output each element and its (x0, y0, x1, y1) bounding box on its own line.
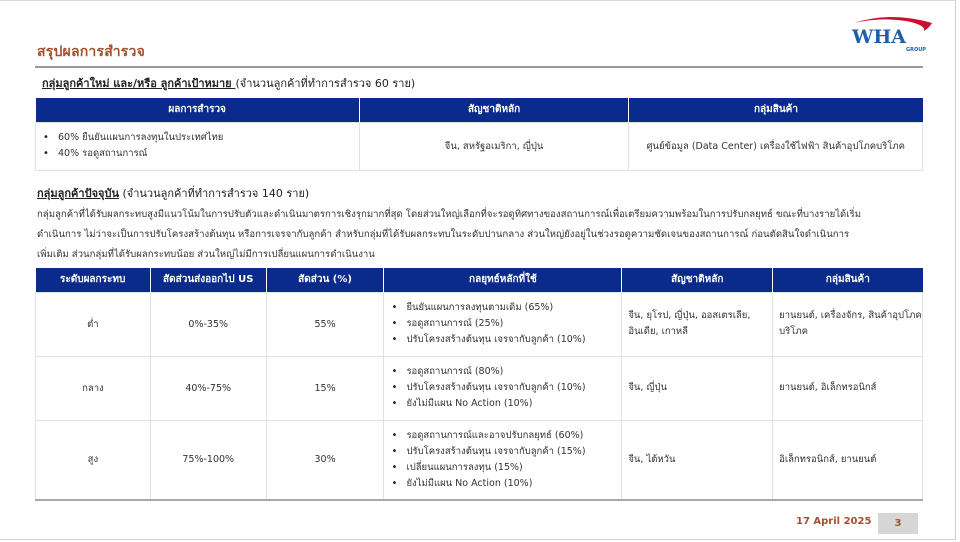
survey-results-cell (36, 122, 360, 170)
header-main-strategy: กลยุทธ์หลักที่ใช้ (384, 268, 622, 292)
table-row (36, 356, 923, 420)
impact-level-cell: ต่ำ (36, 292, 151, 356)
svg-text:GROUP: GROUP (906, 47, 926, 53)
list-item: • รอดูสถานการณ์และอาจปรับกลยุทธ์ (60%) (384, 428, 621, 444)
page-number: 3 (878, 513, 918, 534)
footer-date: 17 April 2025 (796, 516, 872, 527)
us-export-share-cell: 40%-75% (150, 356, 266, 420)
list-item: • ยืนยันแผนการลงทุนตามเดิม (65%) (384, 300, 621, 316)
share-cell: 15% (266, 356, 384, 420)
nationality-cell: จีน, ไต้หวัน (622, 420, 773, 500)
products-cell: ศูนย์ข้อมูล (Data Center) เครื่องใช้ไฟฟ้า สินค้าอุปโภคบริโภค (629, 122, 923, 170)
strategy-cell (384, 420, 622, 500)
survey-results-list (36, 130, 359, 162)
table-header-row (36, 98, 923, 122)
svg-text:WHA: WHA (852, 26, 907, 48)
nationality-cell: จีน, ยุโรป, ญี่ปุ่น, ออสเตรเลีย, อินเดีย, เกาหลี (622, 292, 773, 356)
wha-group-logo (846, 13, 936, 53)
summary-paragraph (37, 205, 927, 265)
share-cell: 55% (266, 292, 384, 356)
header-product-group: กลุ่มสินค้า (773, 268, 923, 292)
title-divider (35, 66, 923, 68)
list-item: • รอดูสถานการณ์ (25%) (384, 316, 621, 332)
list-item: • ยังไม่มีแผน No Action (10%) (384, 396, 621, 412)
table-header-row (36, 268, 923, 292)
slide-title: สรุปผลการสำรวจ (37, 44, 145, 60)
us-export-share-cell: 0%-35% (150, 292, 266, 356)
new-customers-heading-note: (จำนวนลูกค้าที่ทำการสำรวจ 60 ราย) (235, 77, 416, 90)
us-export-share-cell: 75%-100% (150, 420, 266, 500)
paragraph-line: เพิ่มเติม ส่วนกลุ่มที่ได้รับผลกระทบน้อย ส่วนใหญ่ไม่มีการเปลี่ยนแผนการดำเนินงาน (37, 249, 375, 260)
strategy-cell (384, 356, 622, 420)
list-item: • ปรับโครงสร้างต้นทุน เจรจากับลูกค้า (15%) (384, 444, 621, 460)
header-nationality: สัญชาติหลัก (359, 98, 629, 122)
header-us-export-share: สัดส่วนส่งออกไป US (150, 268, 266, 292)
current-customers-heading-note: (จำนวนลูกค้าที่ทำการสำรวจ 140 ราย) (118, 187, 310, 200)
table-row (36, 292, 923, 356)
list-item: • 60% ยืนยันแผนการลงทุนในประเทศไทย (36, 130, 359, 146)
header-product-group: กลุ่มสินค้า (629, 98, 923, 122)
products-cell: ยานยนต์, เครื่องจักร, สินค้าอุปโภคบริโภค (773, 292, 923, 356)
new-customers-heading-title: กลุ่มลูกค้าใหม่ และ/หรือ ลูกค้าเป้าหมาย (42, 77, 236, 90)
list-item: • เปลี่ยนแผนการลงทุน (15%) (384, 460, 621, 476)
nationality-cell: จีน, ญี่ปุ่น (622, 356, 773, 420)
current-customers-table (35, 268, 923, 501)
header-survey-results: ผลการสำรวจ (36, 98, 360, 122)
products-cell: อิเล็กทรอนิกส์, ยานยนต์ (773, 420, 923, 500)
list-item: • ปรับโครงสร้างต้นทุน เจรจากับลูกค้า (10%) (384, 380, 621, 396)
strategy-cell (384, 292, 622, 356)
nationality-cell: จีน, สหรัฐอเมริกา, ญี่ปุ่น (359, 122, 629, 170)
products-cell: ยานยนต์, อิเล็กทรอนิกส์ (773, 356, 923, 420)
header-share-percent: สัดส่วน (%) (266, 268, 384, 292)
header-impact-level: ระดับผลกระทบ (36, 268, 151, 292)
paragraph-line: กลุ่มลูกค้าที่ได้รับผลกระทบสูงมีแนวโน้มในการปรับตัวและดำเนินมาตรการเชิงรุกมากที่สุด โดยส่วนใหญ่เลือกที่จะรอดูทิศทางของสถานการณ์เพื่อเตรียมความพร้อมในการปรับกลยุทธ์ ขณะที่บางรายได้เริ่ม (37, 209, 862, 220)
new-customers-heading (42, 74, 415, 92)
list-item: • ปรับโครงสร้างต้นทุน เจรจากับลูกค้า (10%) (384, 332, 621, 348)
paragraph-line: ดำเนินการ ไม่ว่าจะเป็นการปรับโครงสร้างต้นทุน หรือการเจรจากับลูกค้า สำหรับกลุ่มที่ได้รับผลกระทบในระดับปานกลาง ส่วนใหญ่ยังอยู่ในช่วงรอดูความชัดเจนของสถานการณ์ ก่อนตัดสินใจดำเนินการ (37, 229, 850, 240)
list-item: • ยังไม่มีแผน No Action (10%) (384, 476, 621, 492)
strategy-list (384, 364, 621, 412)
share-cell: 30% (266, 420, 384, 500)
impact-level-cell: สูง (36, 420, 151, 500)
logo-icon (846, 13, 936, 53)
header-nationality: สัญชาติหลัก (622, 268, 773, 292)
new-customers-table (35, 98, 923, 171)
strategy-list (384, 428, 621, 492)
list-item: • 40% รอดูสถานการณ์ (36, 146, 359, 162)
list-item: • รอดูสถานการณ์ (80%) (384, 364, 621, 380)
table-row (36, 420, 923, 500)
current-customers-heading-title: กลุ่มลูกค้าปัจจุบัน (37, 187, 119, 200)
table-row (36, 122, 923, 170)
strategy-list (384, 300, 621, 348)
current-customers-heading (37, 184, 309, 202)
impact-level-cell: กลาง (36, 356, 151, 420)
